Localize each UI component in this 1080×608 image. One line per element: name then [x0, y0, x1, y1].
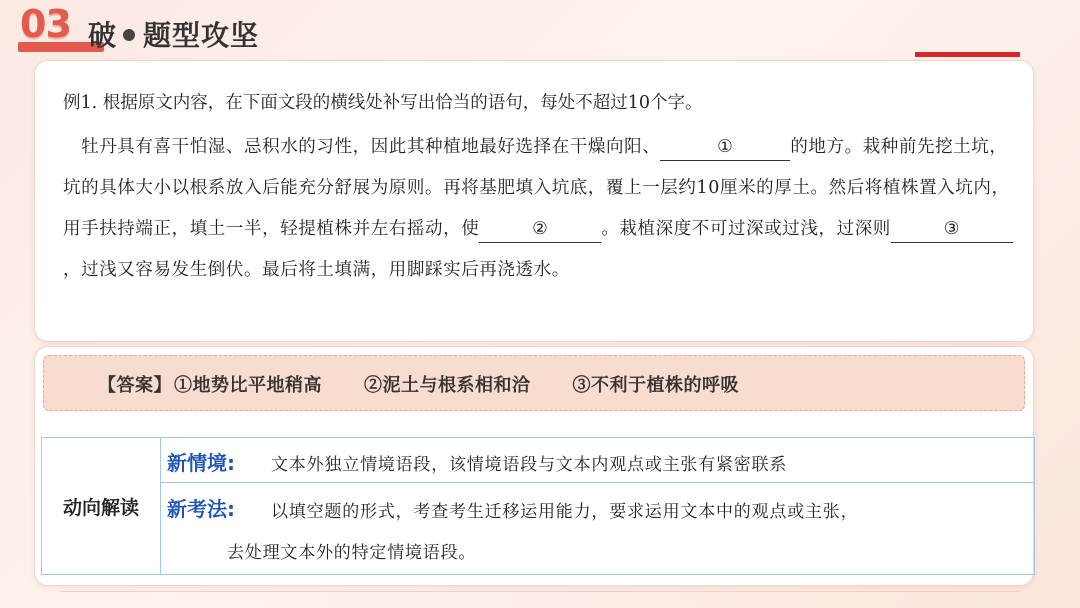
new-context-key: 新情境: — [167, 451, 235, 475]
section-title-left: 破 — [88, 19, 118, 52]
bottom-divider — [60, 591, 1020, 592]
new-method-key: 新考法: — [167, 497, 235, 521]
new-method-value-line2: 去处理文本外的特定情境语段。 — [227, 543, 477, 563]
answer-2: ②泥土与根系相和洽 — [364, 375, 531, 396]
blank-2: ② — [479, 218, 601, 243]
question-passage — [63, 127, 1013, 291]
section-title-right: 题型攻坚 — [143, 19, 260, 52]
section-number: 03 — [20, 2, 71, 46]
passage-part-4: ，过浅又容易发生倒伏。最后将土填满，用脚踩实后再浇透水。 — [63, 260, 570, 280]
section-title — [88, 14, 259, 54]
new-context-value: 文本外独立情境语段，该情境语段与文本内观点或主张有紧密联系 — [271, 455, 788, 475]
bullet-dot-icon — [123, 29, 135, 41]
answer-box — [43, 355, 1025, 411]
answer-label: 【答案】 — [98, 375, 172, 396]
trend-label: 动向解读 — [42, 438, 161, 574]
slide-header — [0, 0, 1080, 62]
answer-1: ①地势比平地稍高 — [174, 375, 322, 396]
answer-card — [34, 346, 1034, 586]
trend-row-new-method — [161, 483, 1034, 574]
passage-part-3: 。栽植深度不可过深或过浅，过深则 — [601, 219, 891, 239]
answer-3: ③不利于植株的呼吸 — [572, 375, 739, 396]
blank-1: ① — [660, 136, 790, 161]
trend-table — [41, 437, 1035, 575]
new-method-value-line1: 以填空题的形式，考查考生迁移运用能力，要求运用文本中的观点或主张， — [271, 502, 859, 522]
header-right-bar — [915, 52, 1020, 57]
passage-part-2: 的地方。栽种前先挖土坑，坑的具体大小以根系放入后能充分舒展为原则。再将基肥填入坑底，覆上一层约10厘米的厚土。然后将植株置入坑内，用手扶持端正，填土一半，轻提植株并左右摇动，使 — [63, 137, 1010, 239]
trend-row-new-context — [161, 438, 1034, 483]
question-title: 例1. 根据原文内容，在下面文段的横线处补写出恰当的语句，每处不超过10个字。 — [63, 93, 703, 113]
passage-part-1: 牡丹具有喜干怕湿、忌积水的习性，因此其种植地最好选择在干燥向阳、 — [81, 137, 661, 157]
question-card — [34, 60, 1034, 342]
blank-3: ③ — [891, 218, 1013, 243]
answer-text — [98, 371, 781, 397]
